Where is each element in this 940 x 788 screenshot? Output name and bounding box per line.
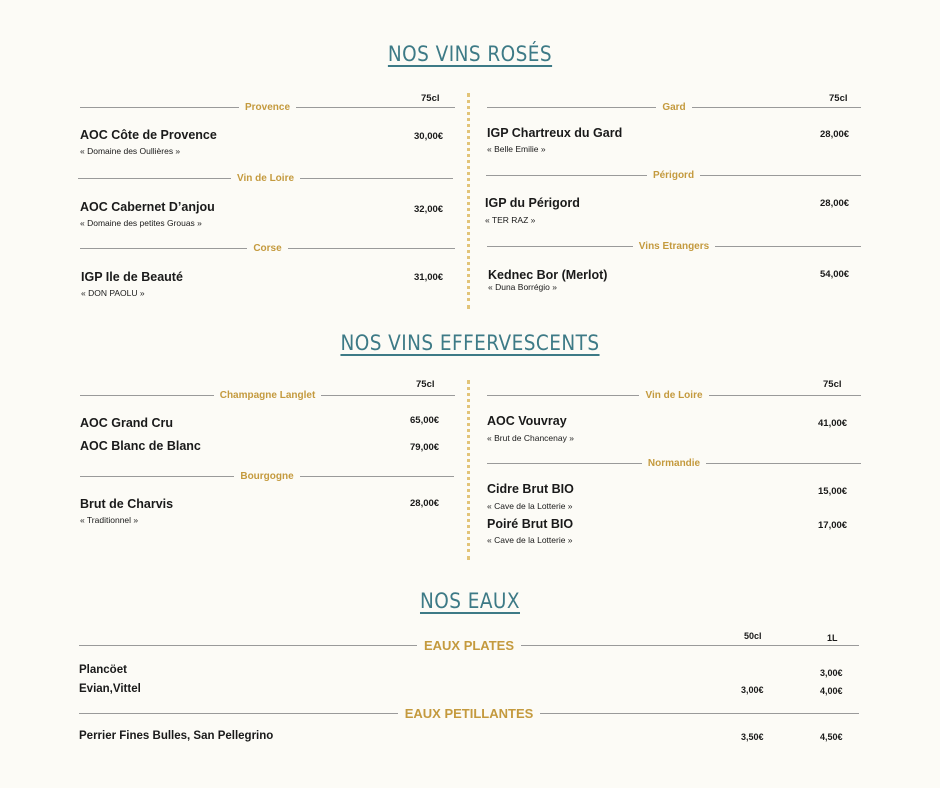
wine-name: AOC Blanc de Blanc — [80, 439, 201, 453]
wine-name: AOC Côte de Provence — [80, 128, 217, 142]
wine-detail: « DON PAOLU » — [81, 288, 145, 298]
wine-price: 79,00€ — [410, 442, 440, 453]
region-label: Vin de Loire — [236, 172, 295, 184]
wine-name: Kednec Bor (Merlot) — [488, 268, 608, 282]
region-divider — [80, 469, 454, 483]
wine-name: IGP Chartreux du Gard — [487, 126, 623, 140]
category-divider — [79, 703, 859, 723]
water-price-1l: 3,00€ — [820, 668, 843, 678]
region-label: Vin de Loire — [645, 389, 703, 401]
water-price-1l: 4,50€ — [820, 732, 843, 742]
wine-name: Brut de Charvis — [80, 497, 174, 511]
wine-name: AOC Vouvray — [487, 414, 567, 428]
region-divider — [80, 100, 455, 114]
wine-price: 28,00€ — [820, 198, 850, 209]
wine-detail: « Domaine des Oullières » — [80, 146, 181, 156]
wine-price: 28,00€ — [820, 129, 850, 140]
wine-name: AOC Grand Cru — [80, 416, 174, 430]
section-title-roses: NOS VINS ROSÉS — [387, 42, 553, 66]
wine-name: IGP Ile de Beauté — [81, 270, 183, 284]
wine-detail: « Belle Emilie » — [487, 144, 546, 154]
volume-header: 75cl — [823, 379, 842, 390]
wine-detail: « Cave de la Lotterie » — [487, 501, 573, 511]
column-divider — [467, 93, 470, 309]
region-divider — [486, 168, 861, 182]
wine-detail: « Domaine des petites Grouas » — [80, 218, 202, 228]
category-label: EAUX PLATES — [423, 637, 515, 653]
region-label: Bourgogne — [240, 470, 294, 482]
volume-header: 75cl — [829, 93, 848, 104]
region-divider — [487, 456, 861, 470]
wine-price: 41,00€ — [818, 418, 848, 429]
wine-detail: « Brut de Chancenay » — [487, 433, 574, 443]
category-label: EAUX PETILLANTES — [404, 705, 534, 721]
water-name: Plancöet — [79, 664, 127, 676]
water-price-50cl: 3,00€ — [741, 685, 764, 695]
volume-header-50cl: 50cl — [744, 631, 762, 641]
volume-header: 75cl — [421, 93, 440, 104]
wine-detail: « Cave de la Lotterie » — [487, 535, 573, 545]
volume-header: 75cl — [416, 379, 435, 390]
wine-name: IGP du Périgord — [485, 196, 580, 210]
wine-price: 17,00€ — [818, 520, 848, 531]
wine-price: 30,00€ — [414, 131, 444, 142]
wine-price: 31,00€ — [414, 272, 444, 283]
region-divider — [78, 171, 453, 185]
wine-price: 15,00€ — [818, 486, 848, 497]
region-divider — [487, 388, 861, 402]
volume-header-1l: 1L — [827, 633, 838, 643]
region-label: Champagne Langlet — [219, 389, 316, 401]
region-label: Vins Etrangers — [638, 240, 710, 252]
region-divider — [487, 239, 861, 253]
wine-detail: « Duna Borrégio » — [488, 282, 557, 292]
section-title-effervescents: NOS VINS EFFERVESCENTS — [340, 331, 600, 355]
water-name: Evian,Vittel — [79, 683, 141, 695]
category-divider — [79, 635, 859, 655]
region-label: Normandie — [647, 457, 701, 469]
region-divider — [487, 100, 861, 114]
water-name: Perrier Fines Bulles, San Pellegrino — [79, 730, 274, 742]
wine-price: 54,00€ — [820, 269, 850, 280]
region-label: Gard — [662, 101, 686, 113]
water-price-1l: 4,00€ — [820, 686, 843, 696]
water-price-50cl: 3,50€ — [741, 732, 764, 742]
wine-price: 32,00€ — [414, 204, 444, 215]
region-divider — [80, 388, 455, 402]
region-label: Corse — [253, 242, 282, 254]
wine-name: Poiré Brut BIO — [487, 517, 574, 531]
region-divider — [80, 241, 455, 255]
wine-name: Cidre Brut BIO — [487, 482, 574, 496]
wine-price: 28,00€ — [410, 498, 440, 509]
wine-name: AOC Cabernet D’anjou — [80, 200, 215, 214]
wine-price: 65,00€ — [410, 415, 440, 426]
wine-detail: « Traditionnel » — [80, 515, 139, 525]
column-divider — [467, 380, 470, 560]
section-title-eaux: NOS EAUX — [419, 589, 520, 613]
wine-detail: « TER RAZ » — [485, 215, 536, 225]
region-label: Provence — [244, 101, 291, 113]
region-label: Périgord — [652, 169, 695, 181]
